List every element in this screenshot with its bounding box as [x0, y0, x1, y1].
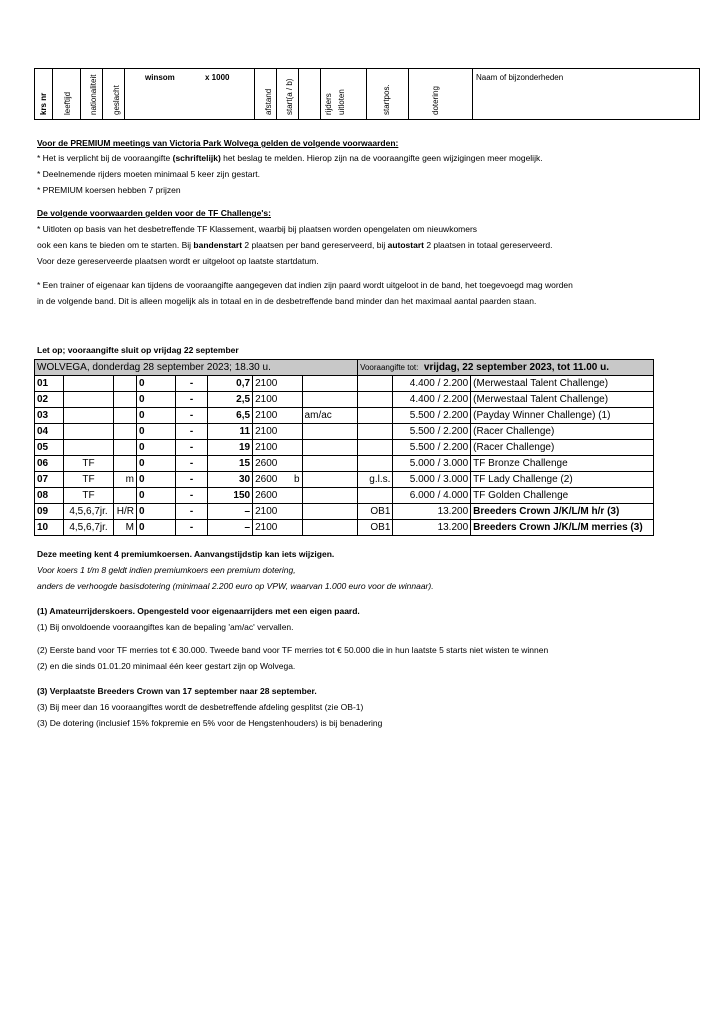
race-to: –: [207, 504, 252, 520]
race-from: 0: [136, 392, 175, 408]
premium-title: Voor de PREMIUM meetings van Victoria Park Wolvega gelden de volgende voorwaarden:: [37, 138, 399, 148]
race-age: [64, 392, 113, 408]
race-nr: 06: [35, 456, 64, 472]
note-8: (3) Verplaatste Breeders Crown van 17 september naar 28 september.: [37, 686, 317, 696]
race-nr: 01: [35, 376, 64, 392]
race-g: [113, 408, 136, 424]
race-g: m: [113, 472, 136, 488]
col-winsom: winsom: [145, 73, 175, 82]
note-7: (2) en die sinds 01.01.20 minimaal één keer gestart zijn op Wolvega.: [37, 661, 296, 671]
race-uitloten: [358, 424, 393, 440]
race-dotering: 5.500 / 2.200: [393, 424, 471, 440]
race-row: [35, 376, 654, 392]
race-to: 0,7: [207, 376, 252, 392]
race-g: H/R: [113, 504, 136, 520]
race-age: TF: [64, 488, 113, 504]
note-6: (2) Eerste band voor TF merries tot € 30.000. Tweede band voor TF merries tot € 50.000 die in hun laatste 5 starts niet wisten te winnen: [37, 645, 549, 655]
race-uitloten: [358, 376, 393, 392]
col-rijders: rijders: [324, 93, 333, 115]
race-dash: -: [176, 504, 207, 520]
race-g: M: [113, 520, 136, 536]
race-uitloten: [358, 408, 393, 424]
race-dist-start: 2100: [253, 520, 302, 536]
race-rijders: [302, 440, 358, 456]
col-krs-nr: krs nr: [39, 92, 48, 115]
tf-line-2: ook een kans te bieden om te starten. Bij bandenstart 2 plaatsen per band gereserveerd, bij autostart 2 plaatsen in totaal gereserveerd.: [37, 240, 553, 250]
race-row: [35, 392, 654, 408]
race-dist-start: 2100: [253, 504, 302, 520]
race-nr: 08: [35, 488, 64, 504]
race-dist-start: 2600: [253, 488, 302, 504]
race-dist-start: 2100: [253, 376, 302, 392]
race-age: 4,5,6,7jr.: [64, 504, 113, 520]
race-nr: 07: [35, 472, 64, 488]
race-to: –: [207, 520, 252, 536]
race-from: 0: [136, 376, 175, 392]
race-row: [35, 456, 654, 472]
race-nr: 04: [35, 424, 64, 440]
race-dotering: 4.400 / 2.200: [393, 376, 471, 392]
race-uitloten: [358, 488, 393, 504]
race-dash: -: [176, 376, 207, 392]
race-rijders: [302, 488, 358, 504]
race-from: 0: [136, 440, 175, 456]
col-naam: Naam of bijzonderheden: [476, 73, 564, 82]
tf-title: De volgende voorwaarden gelden voor de TF Challenge's:: [37, 208, 271, 218]
vooraangifte: Vooraangifte tot: vrijdag, 22 september 2023, tot 11.00 u.: [358, 360, 654, 376]
race-nr: 05: [35, 440, 64, 456]
race-row: [35, 408, 654, 424]
race-nr: 02: [35, 392, 64, 408]
race-age: [64, 440, 113, 456]
race-dist-start: 2100: [253, 392, 302, 408]
race-row: [35, 472, 654, 488]
tf-line-5: in de volgende band. Dit is alleen mogelijk als in totaal en in de desbetreffende band minder dan het maximaal aantal paarden staan.: [37, 296, 537, 306]
race-dash: -: [176, 392, 207, 408]
race-dotering: 4.400 / 2.200: [393, 392, 471, 408]
col-uitloten: uitloten: [337, 89, 346, 115]
race-dash: -: [176, 408, 207, 424]
race-name: Breeders Crown J/K/L/M merries (3): [471, 520, 654, 536]
note-1: Deze meeting kent 4 premiumkoersen. Aanvangstijdstip kan iets wijzigen.: [37, 549, 335, 559]
race-rijders: [302, 456, 358, 472]
race-from: 0: [136, 408, 175, 424]
race-rijders: [302, 392, 358, 408]
race-dash: -: [176, 424, 207, 440]
race-dist-start: 2600: [253, 456, 302, 472]
race-to: 30: [207, 472, 252, 488]
race-nr: 09: [35, 504, 64, 520]
premium-line-2: * Deelnemende rijders moeten minimaal 5 keer zijn gestart.: [37, 169, 260, 179]
race-nr: 03: [35, 408, 64, 424]
race-age: TF: [64, 456, 113, 472]
race-from: 0: [136, 504, 175, 520]
race-dist-start: 2100: [253, 408, 302, 424]
race-to: 150: [207, 488, 252, 504]
race-row: [35, 424, 654, 440]
race-uitloten: g.l.s.: [358, 472, 393, 488]
race-from: 0: [136, 488, 175, 504]
race-rijders: am/ac: [302, 408, 358, 424]
race-age: [64, 424, 113, 440]
race-name: Breeders Crown J/K/L/M h/r (3): [471, 504, 654, 520]
race-from: 0: [136, 472, 175, 488]
col-nationaliteit: nationaliteit: [89, 74, 98, 115]
note-3: anders de verhoogde basisdotering (minimaal 2.200 euro op VPW, waarvan 1.000 euro voor de winnaar).: [37, 581, 434, 591]
race-age: TF: [64, 472, 113, 488]
race-rijders: [302, 520, 358, 536]
race-g: [113, 456, 136, 472]
col-dotering: dotering: [431, 86, 440, 115]
race-g: [113, 376, 136, 392]
col-leeftijd: leeftijd: [63, 91, 72, 115]
premium-line-1: * Het is verplicht bij de vooraangifte (schriftelijk) het beslag te melden. Hierop zijn na de vooraangifte geen wijzigingen meer mogelijk.: [37, 153, 543, 163]
race-to: 15: [207, 456, 252, 472]
race-rijders: [302, 424, 358, 440]
race-name: (Racer Challenge): [471, 424, 654, 440]
race-dash: -: [176, 488, 207, 504]
race-dotering: 5.000 / 3.000: [393, 472, 471, 488]
race-name: TF Bronze Challenge: [471, 456, 654, 472]
note-2: Voor koers 1 t/m 8 geldt indien premiumkoers een premium dotering,: [37, 565, 296, 575]
race-name: (Payday Winner Challenge) (1): [471, 408, 654, 424]
col-startpos: startpos.: [382, 84, 391, 115]
race-row: [35, 488, 654, 504]
race-from: 0: [136, 520, 175, 536]
race-dotering: 5.000 / 3.000: [393, 456, 471, 472]
note-9: (3) Bij meer dan 16 vooraangiftes wordt de desbetreffende afdeling gesplitst (zie OB-1): [37, 702, 364, 712]
race-uitloten: OB1: [358, 520, 393, 536]
meeting-header-row: [35, 360, 654, 376]
race-name: (Racer Challenge): [471, 440, 654, 456]
race-dist-start: 2100: [253, 440, 302, 456]
race-to: 6,5: [207, 408, 252, 424]
race-dist-start: 2100: [253, 424, 302, 440]
race-table: [34, 359, 654, 536]
race-rijders: [302, 504, 358, 520]
note-5: (1) Bij onvoldoende vooraangiftes kan de bepaling 'am/ac' vervallen.: [37, 622, 294, 632]
race-row: [35, 504, 654, 520]
col-start: start(a / b): [285, 78, 294, 115]
race-dash: -: [176, 520, 207, 536]
race-name: (Merwestaal Talent Challenge): [471, 376, 654, 392]
race-to: 11: [207, 424, 252, 440]
race-uitloten: [358, 392, 393, 408]
header-columns-table: [34, 68, 700, 120]
tf-line-3: Voor deze gereserveerde plaatsen wordt er uitgeloot op laatste startdatum.: [37, 256, 319, 266]
race-uitloten: [358, 440, 393, 456]
col-geslacht: geslacht: [112, 85, 121, 115]
race-to: 19: [207, 440, 252, 456]
race-row: [35, 520, 654, 536]
race-uitloten: OB1: [358, 504, 393, 520]
race-nr: 10: [35, 520, 64, 536]
race-name: (Merwestaal Talent Challenge): [471, 392, 654, 408]
race-name: TF Lady Challenge (2): [471, 472, 654, 488]
col-x1000: x 1000: [205, 73, 230, 82]
race-age: [64, 408, 113, 424]
race-rijders: [302, 472, 358, 488]
race-dotering: 13.200: [393, 504, 471, 520]
race-g: [113, 424, 136, 440]
race-name: TF Golden Challenge: [471, 488, 654, 504]
race-g: [113, 488, 136, 504]
race-from: 0: [136, 456, 175, 472]
note-4: (1) Amateurrijderskoers. Opengesteld voor eigenaarrijders met een eigen paard.: [37, 606, 360, 616]
race-g: [113, 440, 136, 456]
race-to: 2,5: [207, 392, 252, 408]
let-op-notice: Let op; vooraangifte sluit op vrijdag 22 september: [37, 345, 239, 355]
race-from: 0: [136, 424, 175, 440]
race-age: [64, 376, 113, 392]
race-dist-start: 2600 b: [253, 472, 302, 488]
tf-line-4: * Een trainer of eigenaar kan tijdens de vooraangifte aangegeven dat indien zijn paard wordt uitgeloot in de band, het toegevoegd mag worden: [37, 280, 573, 290]
race-dotering: 6.000 / 4.000: [393, 488, 471, 504]
race-g: [113, 392, 136, 408]
premium-line-3: * PREMIUM koersen hebben 7 prijzen: [37, 185, 181, 195]
race-dash: -: [176, 472, 207, 488]
race-uitloten: [358, 456, 393, 472]
race-row: [35, 440, 654, 456]
race-dotering: 5.500 / 2.200: [393, 408, 471, 424]
race-dash: -: [176, 456, 207, 472]
race-dotering: 13.200: [393, 520, 471, 536]
note-10: (3) De dotering (inclusief 15% fokpremie en 5% voor de Hengstenhouders) is bij benadering: [37, 718, 383, 728]
col-afstand: afstand: [264, 88, 273, 115]
race-age: 4,5,6,7jr.: [64, 520, 113, 536]
race-rijders: [302, 376, 358, 392]
race-dash: -: [176, 440, 207, 456]
meeting-title: WOLVEGA, donderdag 28 september 2023; 18.30 u.: [35, 360, 358, 376]
race-dotering: 5.500 / 2.200: [393, 440, 471, 456]
tf-line-1: * Uitloten op basis van het desbetreffende TF Klassement, waarbij bij plaatsen worden opengelaten om nieuwkomers: [37, 224, 478, 234]
